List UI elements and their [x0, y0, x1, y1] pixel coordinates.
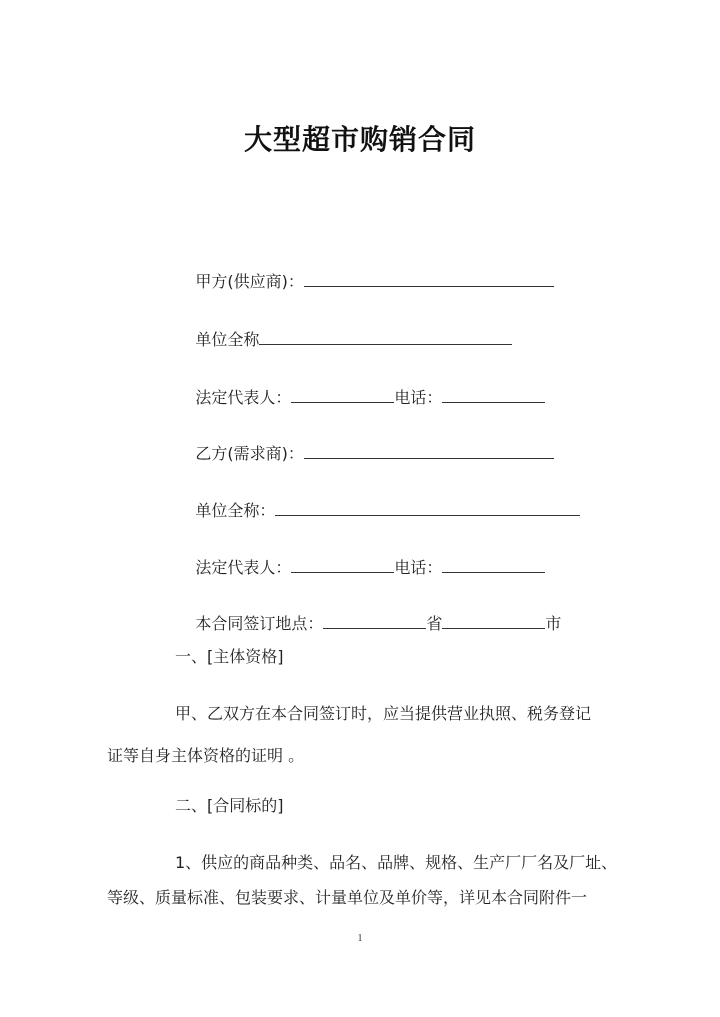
- party-a-supplier-field: [175, 250, 554, 312]
- field-label: 本合同签订地点：: [195, 614, 324, 633]
- field-label: 单位全称：: [195, 501, 276, 520]
- province-blank[interactable]: [323, 612, 426, 629]
- section-paragraph-line: 甲、乙双方在本合同签订时，应当提供营业执照、税务登记: [175, 704, 592, 723]
- section-heading-qualification: 一、[主体资格]: [175, 647, 284, 666]
- party-a-blank[interactable]: [304, 270, 554, 287]
- page-number: 1: [357, 933, 363, 944]
- field-label: 法定代表人：: [195, 388, 292, 407]
- section-paragraph-line: 等级、质量标准、包装要求、计量单位及单价等，详见本合同附件一: [107, 888, 588, 907]
- document-title: 大型超市购销合同: [243, 123, 476, 156]
- field-label: 法定代表人：: [195, 558, 292, 577]
- party-a-representative-blank[interactable]: [291, 386, 394, 403]
- phone-label: 电话：: [394, 388, 443, 407]
- party-a-company-name-field: [175, 308, 512, 370]
- party-b-phone-blank[interactable]: [442, 556, 545, 573]
- party-b-company-blank[interactable]: [275, 499, 580, 516]
- city-blank[interactable]: [442, 612, 545, 629]
- party-b-representative-field: [175, 536, 545, 598]
- party-a-company-blank[interactable]: [259, 328, 512, 345]
- section-paragraph-line: 1、供应的商品种类、品名、品牌、规格、生产厂厂名及厂址、: [175, 853, 618, 872]
- section-heading-subject-matter: 二、[合同标的]: [175, 796, 284, 815]
- field-label: 甲方(供应商)：: [195, 272, 304, 291]
- party-b-representative-blank[interactable]: [291, 556, 394, 573]
- field-label: 单位全称: [195, 330, 260, 349]
- party-b-buyer-field: [175, 422, 554, 484]
- section-paragraph-line: 证等自身主体资格的证明 。: [107, 746, 305, 765]
- party-b-blank[interactable]: [304, 442, 554, 459]
- party-a-representative-field: [175, 366, 545, 428]
- province-label: 省: [426, 614, 443, 633]
- city-label: 市: [545, 614, 562, 633]
- phone-label: 电话：: [394, 558, 443, 577]
- signing-location-field: [175, 592, 561, 654]
- field-label: 乙方(需求商)：: [195, 444, 304, 463]
- party-b-company-name-field: [175, 479, 580, 541]
- party-a-phone-blank[interactable]: [442, 386, 545, 403]
